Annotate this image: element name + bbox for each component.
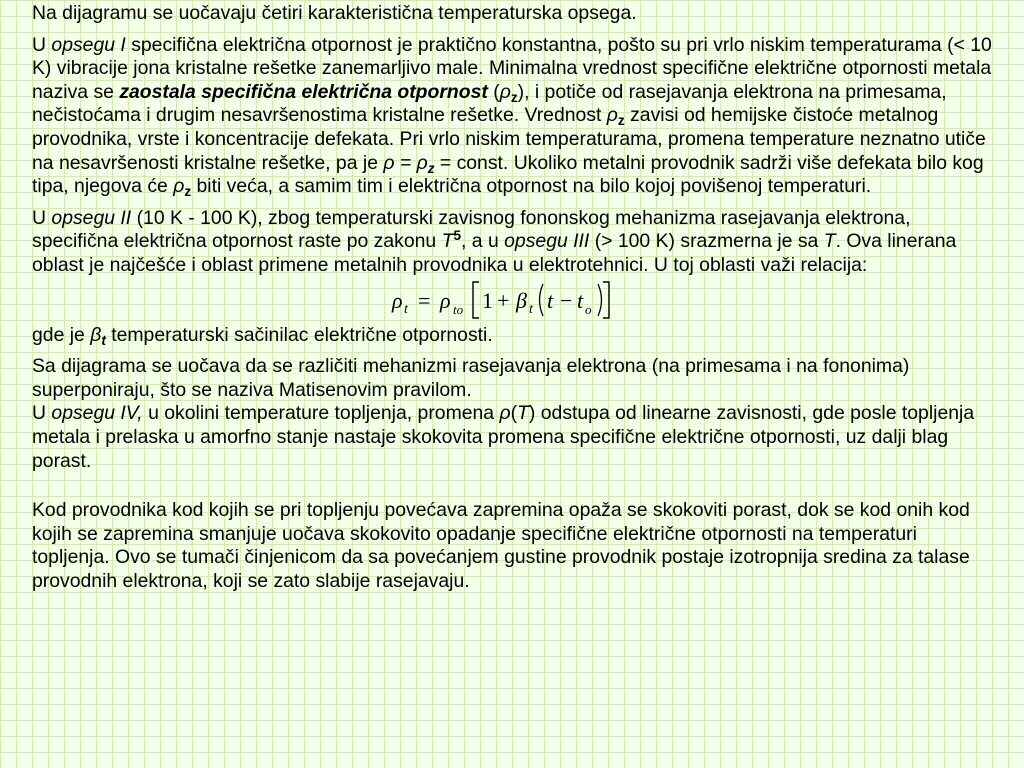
formula-equals: = [418,287,431,313]
formula-one: 1 [482,287,493,313]
range-one-text-n: = const. Ukoliko metalni provodnik sadrži više defekata bilo kog tipa, njegova će [32,151,984,198]
intro-paragraph [32,2,994,26]
intro-text: Na dijagramu se uočavaju četiri karakteristična temperaturska opsega. [32,2,637,24]
formula-rho-1: ρ [392,287,403,313]
temperature-symbol-1: T [441,230,454,253]
formula-sub-o: o [585,301,592,317]
rho-symbol-5: ρ [499,402,511,425]
range-one-label: opsegu I [51,33,126,56]
formula-sub-t-2: t [529,301,533,317]
formula-sub-t-1: t [404,301,408,317]
beta-symbol: β [90,323,102,346]
rho-symbol-4: ρ [173,175,185,198]
rho-sub-3: z [427,160,435,176]
residual-resistivity-term: zaostala specifična električna otpornost [119,80,488,103]
formula-plus: + [497,287,510,313]
range-one-text-a: U [32,33,52,56]
beta-text-a: gde je [32,323,91,346]
matthiessen-paragraph [32,355,994,473]
temperature-symbol-3: T [517,402,529,425]
slide-content [32,2,994,593]
range-one-text-h: ), i potiče od rasejavanja elektrona na primesama, nečistoćama i drugim nesavršenostima kristalne rešetke. Vrednost [32,80,947,127]
range-one-text-e: ( [487,80,500,103]
formula-right-bracket [603,282,609,318]
range-two-label: opsegu II [51,206,132,229]
beta-text-d: temperaturski sačinilac električne otpornosti. [105,323,493,346]
formula-right-paren [598,284,602,316]
rho-sub-2: z [617,113,625,129]
range-one-paragraph [32,34,994,199]
range-one-text-k: zavisi od hemijske čistoće metalnog provodnika, vrste i koncentracije defekata. Pri vrlo niskim temperaturama, promena temperature neznatno utiče na nesavršenosti kristalne rešetke, pa je [32,104,986,174]
range-one-text-c: specifična električna otpornost je praktično konstantna, pošto su pri vrlo niskim temperaturama (< 10 K) vibracije jona kristalne rešetke zanemarljivo male. Minimalna vrednost specifične električne otpornosti metala naziva se [32,33,992,103]
beta-sub: t [101,332,106,348]
melting-text: Kod provodnika kod kojih se pri topljenju povećava zapremina opaža se skokoviti porast, dok se kod onih kod kojih se zapremina smanjuje uočava skokovito opadanje specifične električne otpornosti na temperaturi topljenja. Ovo se tumači činjenicom da sa povećanjem gustine provodnik postaje izotropnija sredina za talase provodnih elektrona, koji se zato slabije rasejavaju. [32,499,970,592]
range-four-text-d: u okolini temperature topljenja, promena [142,402,500,425]
paren-open: ( [510,402,518,425]
range-three-text-j: . Ova linerana oblast je najčešće i oblast primene metalnih provodnika u elektrotehnici. U toj oblasti važi relacija: [32,230,957,276]
range-three-text-h: (> 100 K) srazmerna je sa [589,230,824,253]
range-one-text-q: biti veća, a samim tim i električna otpornost na bilo kojoj povišenoj temperaturi. [191,175,872,198]
rho-symbol-2: ρ [606,104,618,127]
range-three-label: opsegu III [504,230,590,253]
formula-rho-2: ρ [440,287,451,313]
temperature-symbol-2: T [823,230,836,253]
rho-symbol-1: ρ [499,80,511,103]
range-four-label: opsegu IV, [51,402,143,425]
power-five: 5 [453,228,462,244]
formula-minus: − [560,287,573,313]
rho-sub-4: z [184,184,192,200]
range-four-text-h: ) odstupa od linearne zavisnosti, gde posle topljenja metala i prelaska u amorfno stanje nastaje skokovita promena specifične električne otpornosti, uz dalji blag porast. [32,402,975,472]
beta-definition-paragraph [32,324,994,348]
formula-t: t [547,287,554,313]
range-two-text-f: , a u [461,230,505,253]
rho-sub-1: z [510,89,518,105]
range-two-text-c: (10 K - 100 K), zbog temperaturski zavisnog fononskog mehanizma rasejavanja elektrona, specifična električna otpornost raste po zakonu [32,206,911,253]
formula-t-2: t [577,287,584,313]
melting-paragraph [32,499,994,593]
matthiessen-text: Sa dijagrama se uočava da se različiti mehanizmi rasejavanja elektrona (na primesama i na fononima) superponiraju, što se naziva Matisenovim pravilom. [32,355,910,401]
range-four-text-b: U [32,402,52,425]
formula-left-paren [540,284,544,316]
range-two-three-paragraph [32,207,994,278]
rho-equation: ρ = ρ [383,151,428,174]
formula-beta: β [516,287,527,313]
formula-sub-to: to [453,301,464,317]
resistivity-formula [32,278,994,324]
formula-left-bracket [473,282,479,318]
formula-svg [390,280,630,322]
range-two-text-a: U [32,206,52,229]
